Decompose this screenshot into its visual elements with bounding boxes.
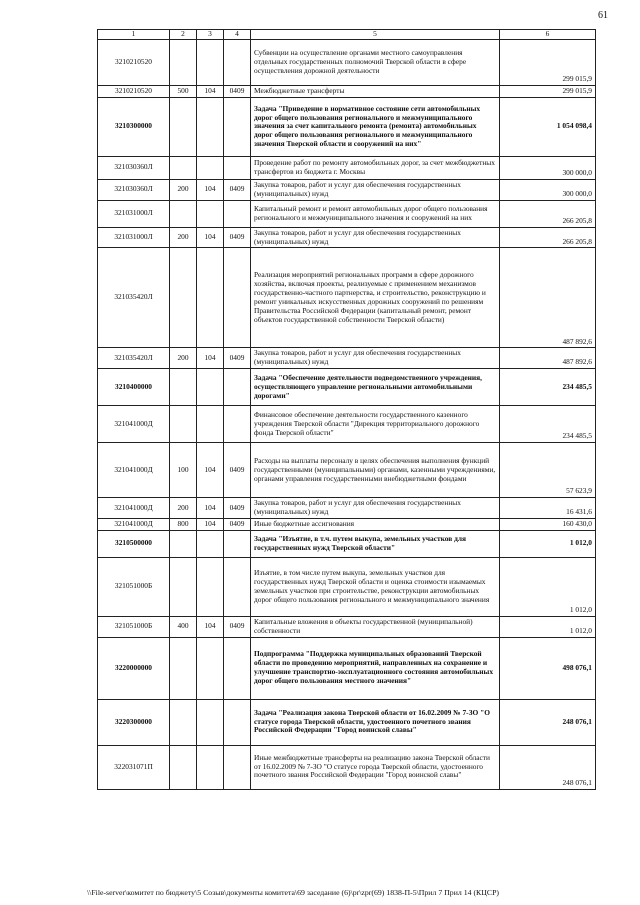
podrazdel-cell [224,406,251,443]
description-cell: Финансовое обеспечение деятельности государственного казенного учреждения Тверской области "Дирекция территориального дорожного фонда Тверской области" [251,406,500,443]
vr-cell [170,156,197,179]
podrazdel-cell: 0409 [224,518,251,530]
description-cell: Задача "Обеспечение деятельности подведомственного учреждения, осуществляющего управление региональными автомобильными дорогами" [251,369,500,406]
razdel-cell [197,745,224,789]
razdel-cell [197,530,224,557]
podrazdel-cell: 0409 [224,498,251,519]
description-cell: Иные межбюджетные трансферты на реализацию закона Тверской области от 16.02.2009 № 7-ЗО "О статусе города Тверской области, удостоенного почетного звания Российской Федерации "Город воинской славы" [251,745,500,789]
vr-cell [170,530,197,557]
amount-cell: 498 076,1 [500,637,596,699]
table-row [98,40,596,86]
code-cell: 321035420Л [98,348,170,369]
description-cell: Расходы на выплаты персоналу в целях обеспечения выполнения функций государственными (муниципальными) органами, казенными учреждениями, органами управления государственными внебюджетными фондами [251,443,500,498]
amount-cell: 160 430,0 [500,518,596,530]
header-col-4: 4 [224,30,251,40]
razdel-cell: 104 [197,443,224,498]
header-col-2: 2 [170,30,197,40]
code-cell: 321031000Л [98,227,170,248]
amount-cell: 300 000,0 [500,156,596,179]
description-cell: Реализация мероприятий региональных программ в сфере дорожного хозяйства, включая проекты, реализуемые с применением механизмов государственно-частного партнерства, и строительство, реконструкцию и ремонт уникальных искусственных дорожных сооружений по решениям Правительства Российской Федерации (капитальный ремонт, ремонт объектов государственной собственности Тверской области) [251,248,500,348]
description-cell: Проведение работ по ремонту автомобильных дорог, за счет межбюджетных трансфертов из бюджета г. Москвы [251,156,500,179]
amount-cell: 266 205,8 [500,227,596,248]
podrazdel-cell [224,530,251,557]
code-cell: 321030360Л [98,179,170,200]
table-row [98,443,596,498]
description-cell: Подпрограмма "Поддержка муниципальных образований Тверской области по проведению мероприятий, направленных на сохранение и улучшение транспортно-эксплуатационного состояния автомобильных дорог общего пользования местного значения" [251,637,500,699]
amount-cell: 266 205,8 [500,200,596,227]
vr-cell [170,557,197,616]
razdel-cell [197,406,224,443]
description-cell: Задача "Приведение в нормативное состояние сети автомобильных дорог общего пользования регионального и межмуниципального значения за счет капитального ремонта (ремонта) автомобильных дорог общего пользования регионального и межмуниципального значения Тверской области и сооружений на них" [251,97,500,156]
podrazdel-cell: 0409 [224,227,251,248]
table-header-row [98,30,596,40]
table-row [98,369,596,406]
amount-cell: 234 485,5 [500,406,596,443]
amount-cell: 234 485,5 [500,369,596,406]
table-row [98,616,596,637]
code-cell: 321051000Б [98,616,170,637]
vr-cell [170,369,197,406]
description-cell: Иные бюджетные ассигнования [251,518,500,530]
description-cell: Закупка товаров, работ и услуг для обеспечения государственных (муниципальных) нужд [251,348,500,369]
table-row [98,637,596,699]
vr-cell [170,745,197,789]
table-row [98,699,596,745]
vr-cell [170,248,197,348]
code-cell: 3210500000 [98,530,170,557]
table-row [98,86,596,98]
description-cell: Изъятие, в том числе путем выкупа, земельных участков для государственных нужд Тверской области и оценка стоимости изымаемых земельных участков при строительстве, реконструкции автомобильных дорог общего пользования регионального и межмуниципального значения [251,557,500,616]
podrazdel-cell [224,40,251,86]
table-row [98,200,596,227]
razdel-cell: 104 [197,227,224,248]
podrazdel-cell: 0409 [224,179,251,200]
razdel-cell: 104 [197,498,224,519]
page-number: 61 [598,10,608,21]
vr-cell [170,40,197,86]
code-cell: 321030360Л [98,156,170,179]
code-cell: 321041000Д [98,518,170,530]
razdel-cell: 104 [197,518,224,530]
table-row [98,406,596,443]
file-path-footer: \\File-server\комитет по бюджету\5 Созыв\документы комитета\69 заседание (6)\pr\zpr(69) 1838-П-5\Прил 7 Прил 14 (КЦСР) [87,888,500,897]
table-row [98,530,596,557]
podrazdel-cell [224,200,251,227]
razdel-cell [197,699,224,745]
description-cell: Капитальные вложения в объекты государственной (муниципальной) собственности [251,616,500,637]
amount-cell: 1 012,0 [500,557,596,616]
razdel-cell [197,200,224,227]
podrazdel-cell [224,97,251,156]
podrazdel-cell [224,369,251,406]
amount-cell: 248 076,1 [500,699,596,745]
table-row [98,179,596,200]
vr-cell [170,97,197,156]
description-cell: Межбюджетные трансферты [251,86,500,98]
podrazdel-cell [224,557,251,616]
razdel-cell [197,156,224,179]
razdel-cell: 104 [197,179,224,200]
amount-cell: 1 054 098,4 [500,97,596,156]
amount-cell: 299 015,9 [500,86,596,98]
razdel-cell [197,248,224,348]
podrazdel-cell: 0409 [224,348,251,369]
vr-cell: 200 [170,348,197,369]
code-cell: 3210400000 [98,369,170,406]
description-cell: Закупка товаров, работ и услуг для обеспечения государственных (муниципальных) нужд [251,498,500,519]
amount-cell: 487 892,6 [500,248,596,348]
vr-cell [170,406,197,443]
podrazdel-cell [224,248,251,348]
vr-cell: 200 [170,227,197,248]
podrazdel-cell: 0409 [224,616,251,637]
code-cell: 3220300000 [98,699,170,745]
code-cell: 321041000Д [98,406,170,443]
amount-cell: 1 012,0 [500,616,596,637]
table-row [98,248,596,348]
code-cell: 321041000Д [98,498,170,519]
code-cell: 3210300000 [98,97,170,156]
vr-cell: 500 [170,86,197,98]
podrazdel-cell: 0409 [224,443,251,498]
description-cell: Капитальный ремонт и ремонт автомобильных дорог общего пользования регионального и межмуниципального значения и сооружений на них [251,200,500,227]
razdel-cell [197,637,224,699]
vr-cell [170,637,197,699]
razdel-cell [197,557,224,616]
amount-cell: 300 000,0 [500,179,596,200]
podrazdel-cell: 0409 [224,86,251,98]
code-cell: 321041000Д [98,443,170,498]
amount-cell: 1 012,0 [500,530,596,557]
vr-cell: 400 [170,616,197,637]
code-cell: 321031000Л [98,200,170,227]
table-row [98,498,596,519]
table-row [98,156,596,179]
amount-cell: 299 015,9 [500,40,596,86]
description-cell: Задача "Изъятие, в т.ч. путем выкупа, земельных участков для государственных нужд Тверской области" [251,530,500,557]
table-row [98,518,596,530]
podrazdel-cell [224,699,251,745]
amount-cell: 57 623,9 [500,443,596,498]
amount-cell: 16 431,6 [500,498,596,519]
podrazdel-cell [224,156,251,179]
podrazdel-cell [224,745,251,789]
podrazdel-cell [224,637,251,699]
amount-cell: 248 076,1 [500,745,596,789]
table-row [98,97,596,156]
header-col-5: 5 [251,30,500,40]
amount-cell: 487 892,6 [500,348,596,369]
code-cell: 3220000000 [98,637,170,699]
razdel-cell [197,97,224,156]
vr-cell: 800 [170,518,197,530]
razdel-cell [197,40,224,86]
code-cell: 322031071П [98,745,170,789]
table-row [98,227,596,248]
code-cell: 3210210520 [98,40,170,86]
budget-table [97,29,596,790]
description-cell: Закупка товаров, работ и услуг для обеспечения государственных (муниципальных) нужд [251,179,500,200]
razdel-cell [197,369,224,406]
vr-cell: 200 [170,498,197,519]
razdel-cell: 104 [197,348,224,369]
vr-cell: 200 [170,179,197,200]
razdel-cell: 104 [197,616,224,637]
header-col-6: 6 [500,30,596,40]
table-row [98,557,596,616]
vr-cell [170,699,197,745]
code-cell: 321051000Б [98,557,170,616]
code-cell: 321035420Л [98,248,170,348]
header-col-1: 1 [98,30,170,40]
vr-cell: 100 [170,443,197,498]
code-cell: 3210210520 [98,86,170,98]
razdel-cell: 104 [197,86,224,98]
vr-cell [170,200,197,227]
table-row [98,348,596,369]
description-cell: Субвенции на осуществление органами местного самоуправления отдельных государственных полномочий Тверской области в сфере осуществления дорожной деятельности [251,40,500,86]
header-col-3: 3 [197,30,224,40]
description-cell: Задача "Реализация закона Тверской области от 16.02.2009 № 7-ЗО "О статусе города Тверской области, удостоенного почетного звания Российской Федерации "Город воинской славы" [251,699,500,745]
table-row [98,745,596,789]
description-cell: Закупка товаров, работ и услуг для обеспечения государственных (муниципальных) нужд [251,227,500,248]
